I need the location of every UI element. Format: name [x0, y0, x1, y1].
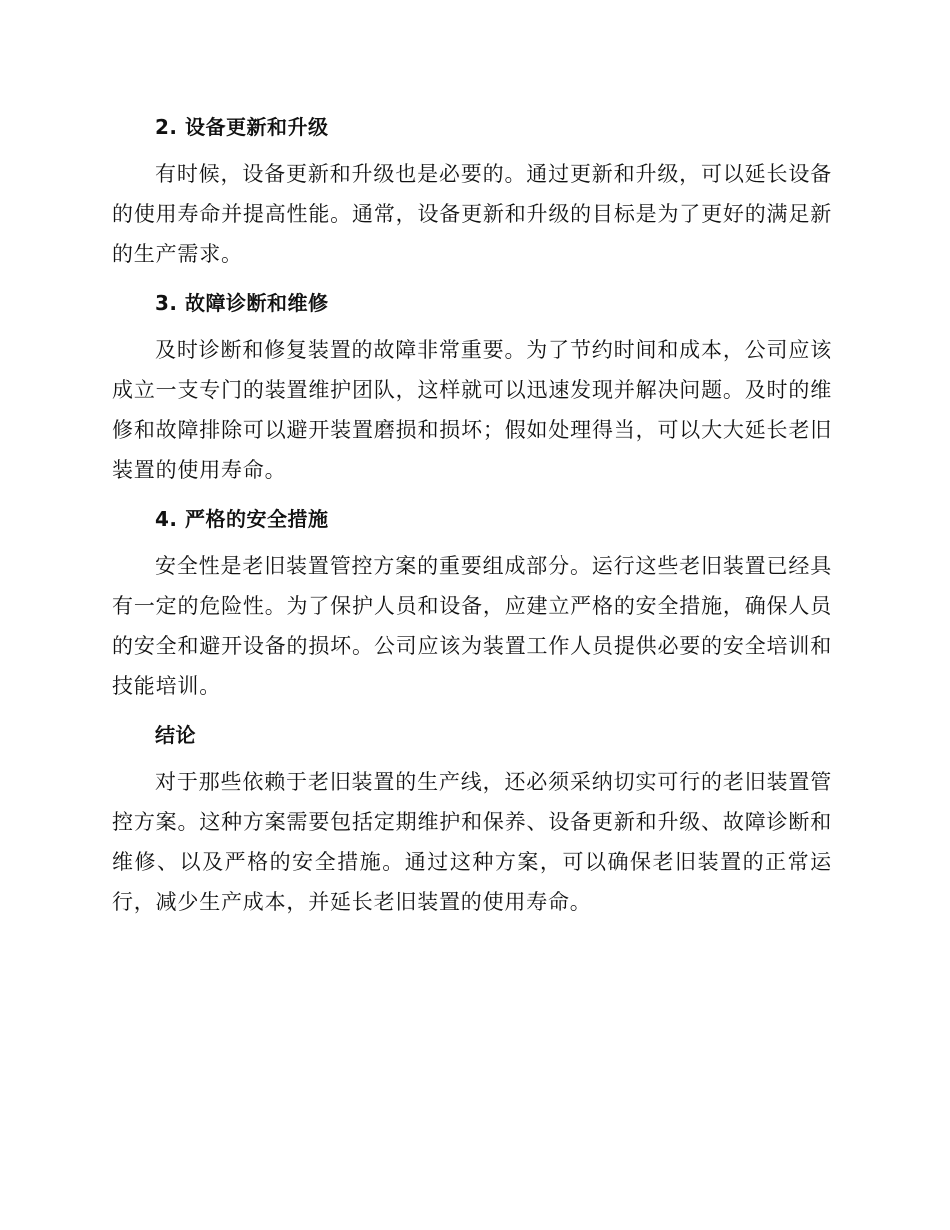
section-paragraph: 及时诊断和修复装置的故障非常重要。为了节约时间和成本，公司应该成立一支专门的装置维护团队，这样就可以迅速发现并解决问题。及时的维修和故障排除可以避开装置磨损和损坏；假如处理得当，可以大大延长老旧装置的使用寿命。: [112, 338, 832, 482]
section-equipment-upgrade: [112, 112, 832, 274]
section-paragraph: 对于那些依赖于老旧装置的生产线，还必须采纳切实可行的老旧装置管控方案。这种方案需要包括定期维护和保养、设备更新和升级、故障诊断和维修、以及严格的安全措施。通过这种方案，可以确保老旧装置的正常运行，减少生产成本，并延长老旧装置的使用寿命。: [112, 770, 832, 914]
section-heading: 4. 严格的安全措施: [155, 507, 329, 531]
section-heading: 2. 设备更新和升级: [155, 115, 329, 139]
section-fault-diagnosis: [112, 288, 832, 490]
section-heading: 结论: [155, 723, 196, 747]
section-paragraph: 有时候，设备更新和升级也是必要的。通过更新和升级，可以延长设备的使用寿命并提高性能。通常，设备更新和升级的目标是为了更好的满足新的生产需求。: [112, 162, 832, 266]
section-paragraph: 安全性是老旧装置管控方案的重要组成部分。运行这些老旧装置已经具有一定的危险性。为了保护人员和设备，应建立严格的安全措施，确保人员的安全和避开设备的损坏。公司应该为装置工作人员提供必要的安全培训和技能培训。: [112, 554, 832, 698]
section-heading: 3. 故障诊断和维修: [155, 291, 329, 315]
section-safety-measures: [112, 504, 832, 706]
section-conclusion: [112, 720, 832, 922]
